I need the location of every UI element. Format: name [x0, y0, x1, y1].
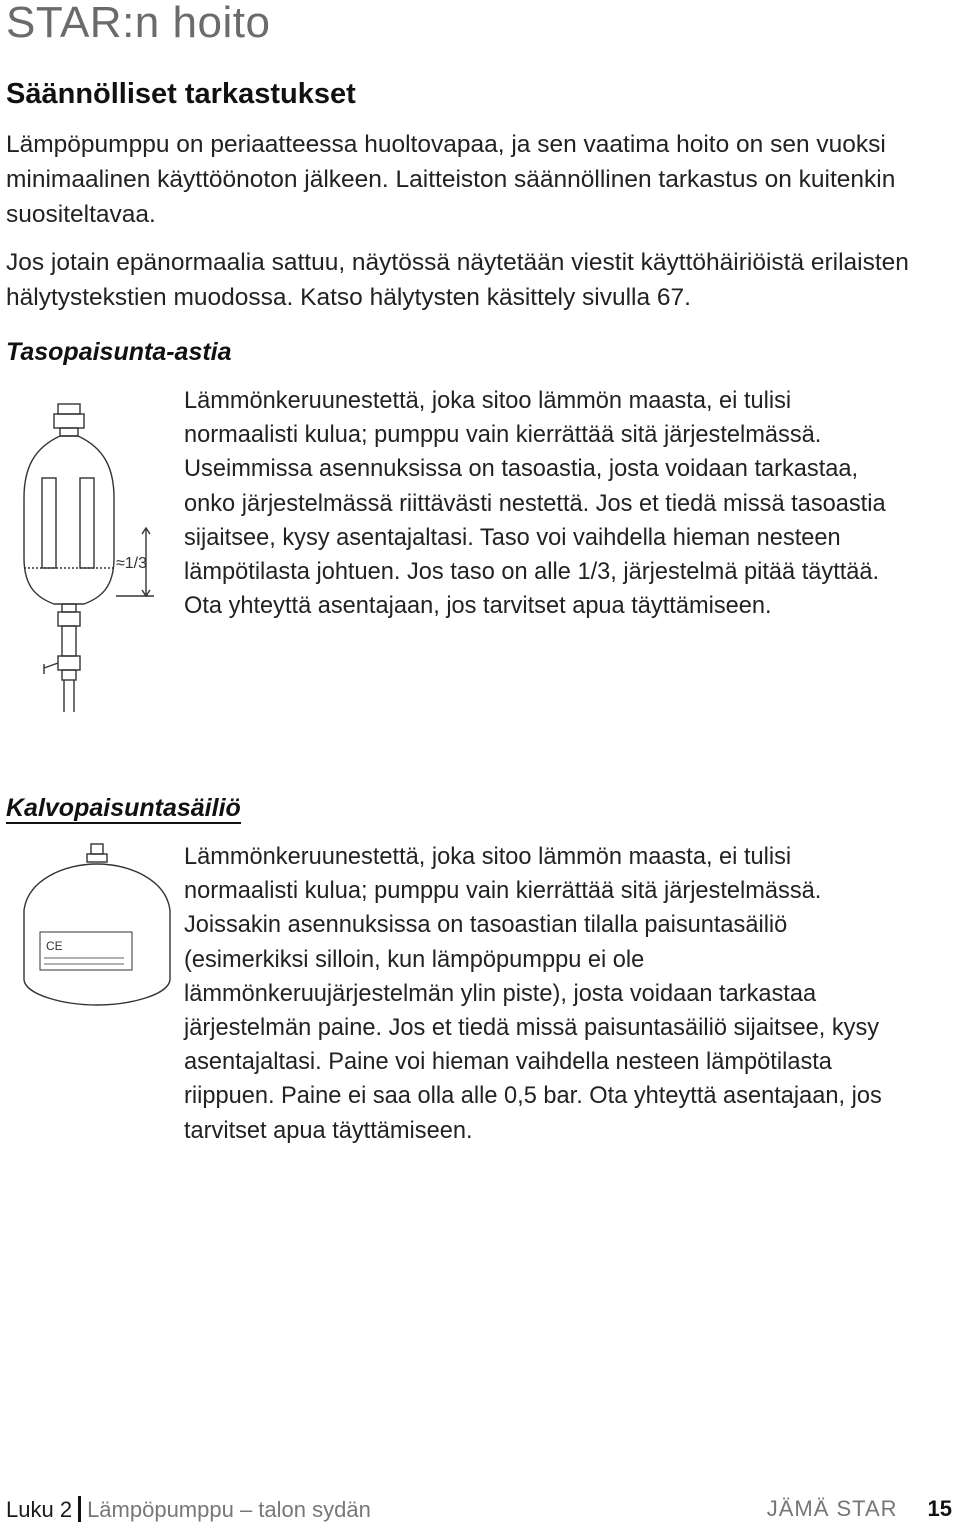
kalvopaisunta-heading: Kalvopaisuntasäiliö: [6, 794, 241, 822]
level-label: ≈1/3: [116, 555, 148, 572]
alarm-paragraph: Jos jotain epänormaalia sattuu, näytössä näytetään viestit käyttöhäiriöistä erilaisten hälytystekstien muodossa. Katso hälytysten käsittely sivulla 67.: [6, 249, 909, 311]
tasopaisunta-text: Lämmönkeruunestettä, joka sitoo lämmön maasta, ei tulisi normaalisti kulua; pumppu vain kierrättää sitä järjestelmässä. Useimmissa asennuksissa on tasoastia, josta voidaan tarkastaa, onko järjestelmässä riittävästi nestettä. Jos et tiedä missä tasoastia sijaitsee, kysy asentajaltasi. Taso voi vaihdella hieman nesteen lämpötilasta johtuen. Jos taso on alle 1/3, järjestelmä pitää täyttää. Ota yhteyttä asentajaan, jos tarvitset apua täyttämiseen.: [184, 388, 886, 620]
footer-brand: JÄMÄ STAR: [766, 1496, 898, 1521]
footer-chapter: Luku 2: [6, 1497, 73, 1522]
tank-ce-mark: CE: [46, 939, 63, 953]
footer: [6, 1496, 952, 1523]
tasopaisunta-heading: Tasopaisunta-astia: [6, 338, 232, 366]
kalvopaisunta-text: Lämmönkeruunestettä, joka sitoo lämmön maasta, ei tulisi normaalisti kulua; pumppu vain kierrättää sitä järjestelmässä. Joissakin asennuksissa on tasoastian tilalla paisuntasäiliö (esimerkiksi silloin, kun lämpöpumppu ei ole lämmönkeruujärjestelmän ylin piste), josta voidaan tarkastaa järjestelmän paine. Jos et tiedä missä paisuntasäiliö sijaitsee, kysy asentajaltasi. Paine voi hieman vaihdella nesteen lämpötilasta riippuen. Paine ei saa olla alle 0,5 bar. Ota yhteyttä asentajaan, jos tarvitset apua täyttämiseen.: [184, 844, 882, 1144]
expansion-tank-illustration: [14, 840, 174, 1010]
section-heading: Säännölliset tarkastukset: [6, 78, 356, 110]
footer-chapter-title: Lämpöpumppu – talon sydän: [87, 1497, 371, 1522]
page-number: 15: [927, 1496, 952, 1521]
footer-separator: [78, 1496, 81, 1522]
page-title: STAR:n hoito: [6, 0, 271, 47]
footer-right: [767, 1496, 952, 1522]
level-vessel-illustration: [14, 398, 174, 718]
intro-paragraph: Lämpöpumppu on periaatteessa huoltovapaa, ja sen vaatima hoito on sen vuoksi minimaalinen käyttöönoton jälkeen. Laitteiston säännöllinen tarkastus on kuitenkin suositeltavaa.: [6, 131, 896, 228]
